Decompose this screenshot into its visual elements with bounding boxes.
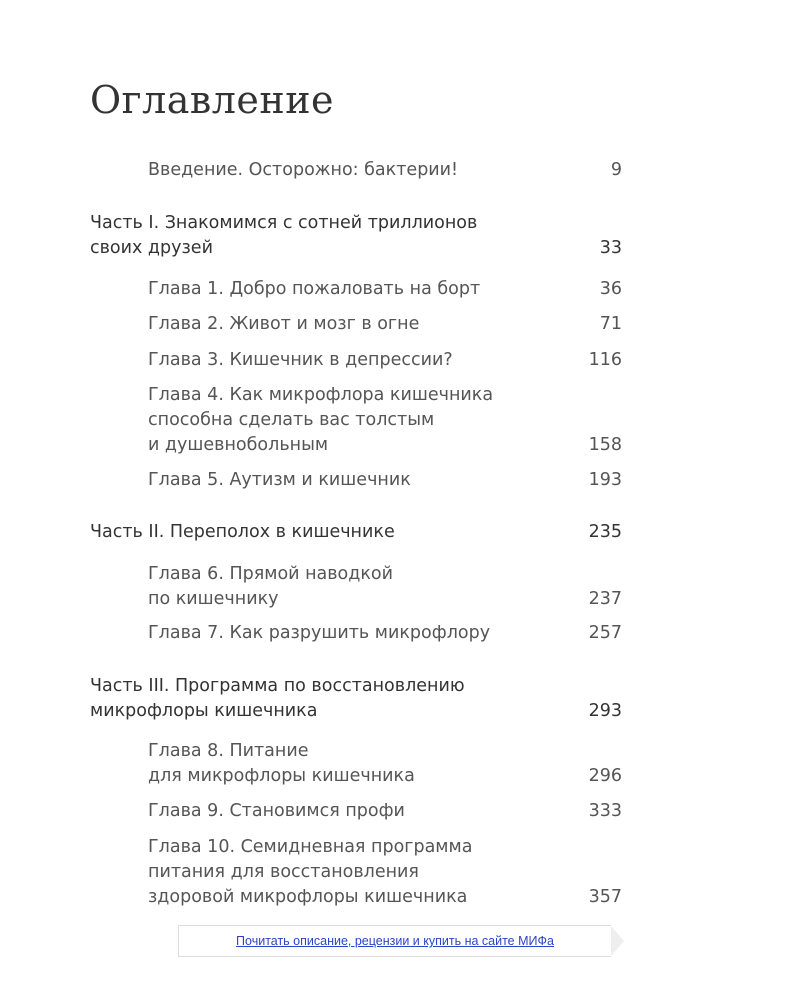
toc-part-1: [90, 211, 622, 261]
toc-chapter-5: [148, 468, 622, 493]
toc-entry-title: Часть II. Переполох в кишечнике: [90, 522, 395, 542]
toc-entry-page: 116: [588, 350, 622, 370]
toc-entry-title: Часть III. Программа по восстановлению микрофлоры кишечника: [90, 676, 465, 721]
toc-entry-title: Глава 2. Живот и мозг в огне: [148, 314, 420, 334]
toc-part-3: [90, 674, 622, 724]
toc-entry-page: 357: [588, 887, 622, 907]
toc-entry-intro: [148, 158, 622, 183]
toc-entry-page: 257: [588, 623, 622, 643]
toc-entry-page: 235: [588, 522, 622, 542]
toc-entry-page: 36: [599, 279, 622, 299]
toc-entry-page: 237: [588, 589, 622, 609]
toc-entry-title: Часть I. Знакомимся с сотней триллионов своих друзей: [90, 213, 478, 258]
toc-chapter-6: [148, 562, 622, 612]
toc-chapter-10: [148, 835, 622, 910]
toc-chapter-8: [148, 739, 622, 789]
page-title: Оглавление: [90, 78, 335, 122]
toc-entry-title: Глава 6. Прямой наводкой по кишечнику: [148, 564, 394, 609]
toc-entry-title: Глава 4. Как микрофлора кишечника способна сделать вас толстым и душевнобольным: [148, 385, 494, 455]
toc-chapter-9: [148, 799, 622, 824]
toc-entry-page: 71: [599, 314, 622, 334]
toc-chapter-3: [148, 348, 622, 373]
toc-entry-page: 33: [599, 238, 622, 258]
site-link-banner: [178, 925, 611, 957]
toc-entry-title: Глава 8. Питание для микрофлоры кишечника: [148, 741, 415, 786]
toc-entry-title: Введение. Осторожно: бактерии!: [148, 160, 459, 180]
toc-entry-title: Глава 9. Становимся профи: [148, 801, 405, 821]
toc-chapter-1: [148, 277, 622, 302]
toc-entry-title: Глава 10. Семидневная программа питания для восстановления здоровой микрофлоры кишечника: [148, 837, 473, 907]
toc-entry-title: Глава 5. Аутизм и кишечник: [148, 470, 411, 490]
toc-chapter-4: [148, 383, 622, 458]
toc-entry-title: Глава 7. Как разрушить микрофлору: [148, 623, 491, 643]
toc-entry-page: 296: [588, 766, 622, 786]
toc-entry-page: 193: [588, 470, 622, 490]
toc-entry-page: 333: [588, 801, 622, 821]
toc-entry-title: Глава 3. Кишечник в депрессии?: [148, 350, 453, 370]
toc-part-2: [90, 520, 622, 545]
buy-on-site-link[interactable]: Почитать описание, рецензии и купить на сайте МИФа: [236, 934, 554, 948]
toc-entry-page: 158: [588, 435, 622, 455]
toc-entry-page: 9: [610, 160, 622, 180]
toc-entry-title: Глава 1. Добро пожаловать на борт: [148, 279, 481, 299]
toc-chapter-2: [148, 312, 622, 337]
toc-entry-page: 293: [588, 701, 622, 721]
toc-chapter-7: [148, 621, 622, 646]
